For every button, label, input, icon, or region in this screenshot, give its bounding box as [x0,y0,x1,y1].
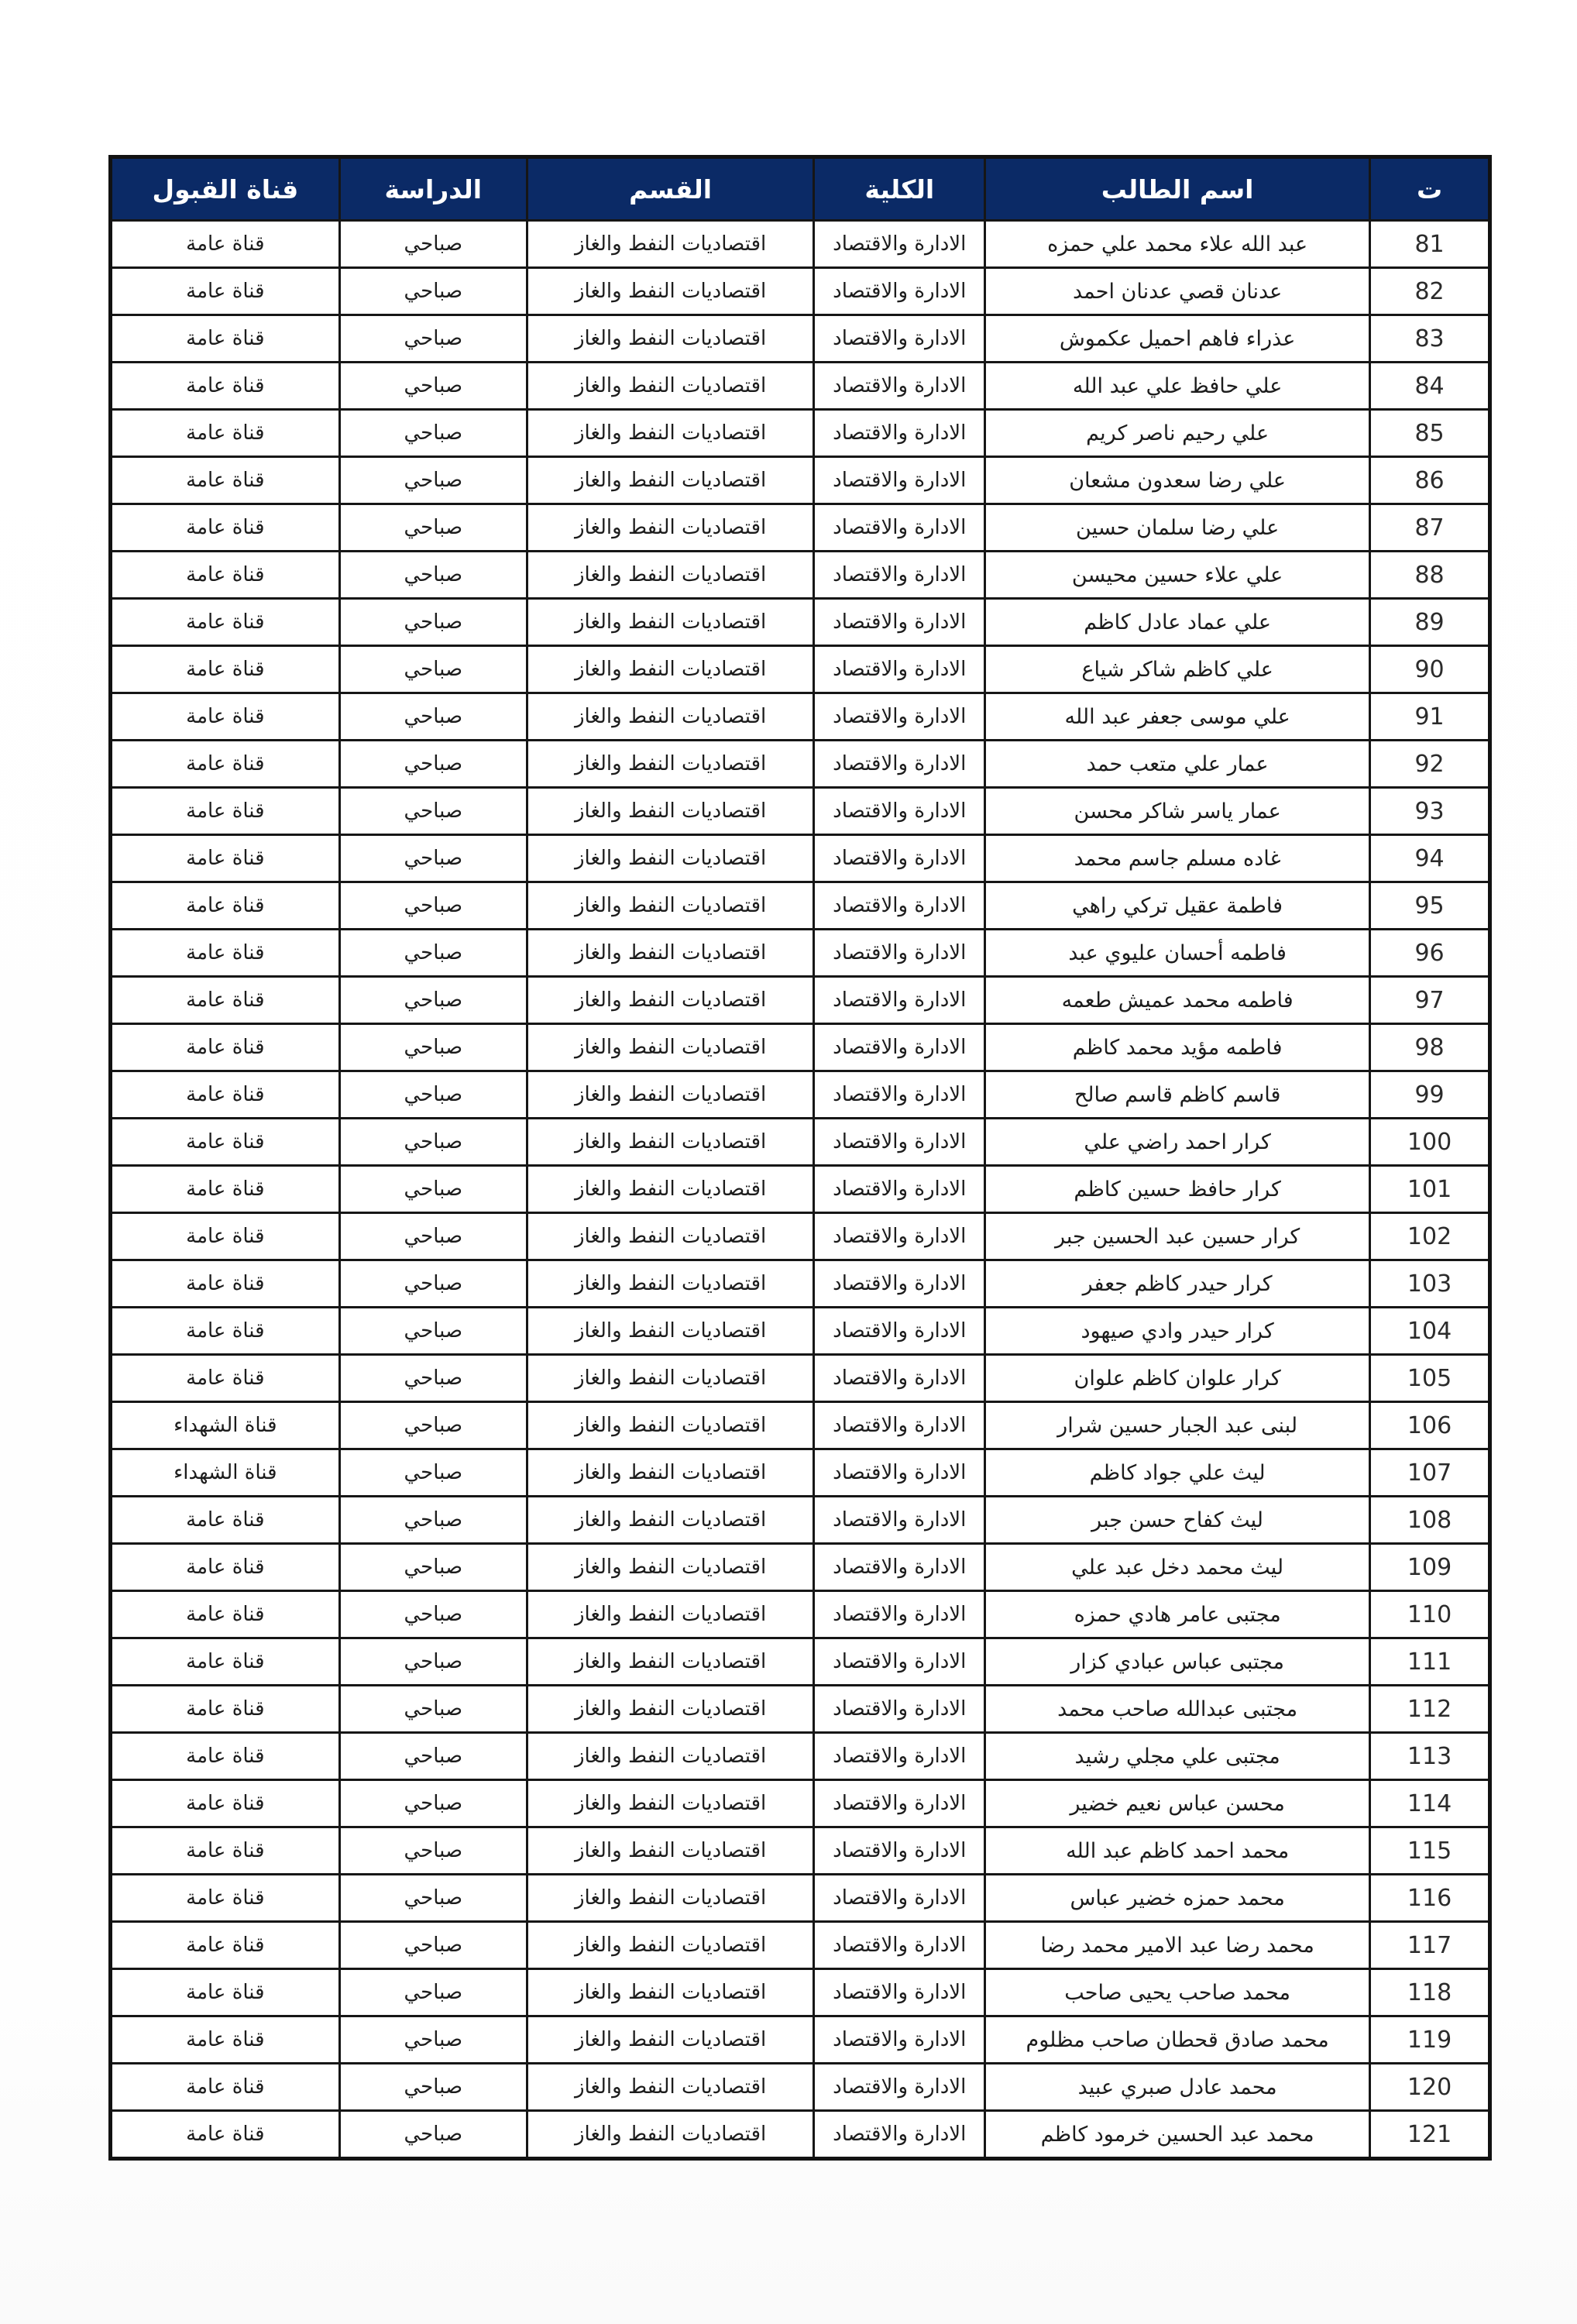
study-type-cell: صباحي [339,2064,527,2111]
table-row [111,788,1490,835]
student-name-cell: محسن عباس نعيم خضير [985,1780,1370,1827]
student-name-cell: ليث محمد دخل عبد علي [985,1544,1370,1591]
college-cell: الادارة والاقتصاد [814,1402,985,1449]
study-type-cell: صباحي [339,930,527,977]
serial-number-cell: 103 [1370,1260,1490,1308]
study-type-cell: صباحي [339,646,527,693]
table-row [111,741,1490,788]
student-name-cell: محمد صاحب يحيى صاحب [985,1969,1370,2016]
admission-channel-cell: قناة عامة [111,882,340,930]
serial-number-cell: 89 [1370,599,1490,646]
student-name-cell: غاده مسلم جاسم محمد [985,835,1370,882]
college-cell: الادارة والاقتصاد [814,221,985,268]
admission-channel-cell: قناة عامة [111,1024,340,1071]
admission-channel-cell: قناة عامة [111,835,340,882]
table-row [111,410,1490,457]
table-row [111,1922,1490,1969]
college-cell: الادارة والاقتصاد [814,930,985,977]
study-type-cell: صباحي [339,1497,527,1544]
college-cell: الادارة والاقتصاد [814,2111,985,2159]
admission-channel-cell: قناة الشهداء [111,1449,340,1497]
college-cell: الادارة والاقتصاد [814,741,985,788]
admission-channel-cell: قناة عامة [111,930,340,977]
study-type-cell: صباحي [339,1922,527,1969]
college-cell: الادارة والاقتصاد [814,599,985,646]
college-cell: الادارة والاقتصاد [814,1355,985,1402]
serial-number-cell: 109 [1370,1544,1490,1591]
college-cell: الادارة والاقتصاد [814,1780,985,1827]
admission-channel-cell: قناة عامة [111,1166,340,1213]
serial-number-cell: 90 [1370,646,1490,693]
student-name-cell: علي عماد عادل كاظم [985,599,1370,646]
admission-channel-cell: قناة عامة [111,1733,340,1780]
admission-channel-cell: قناة عامة [111,1780,340,1827]
student-name-cell: فاطمة عقيل تركي راهي [985,882,1370,930]
header-college: الكلية [814,157,985,221]
student-name-cell: عذراء فاهم احميل عكموش [985,315,1370,363]
department-cell: اقتصاديات النفط والغاز [527,1213,813,1260]
serial-number-cell: 113 [1370,1733,1490,1780]
admission-channel-cell: قناة عامة [111,977,340,1024]
study-type-cell: صباحي [339,1166,527,1213]
table-body [111,221,1490,2159]
table-row [111,2111,1490,2159]
study-type-cell: صباحي [339,410,527,457]
department-cell: اقتصاديات النفط والغاز [527,552,813,599]
college-cell: الادارة والاقتصاد [814,2064,985,2111]
student-name-cell: علي موسى جعفر عبد الله [985,693,1370,741]
serial-number-cell: 101 [1370,1166,1490,1213]
department-cell: اقتصاديات النفط والغاز [527,1780,813,1827]
study-type-cell: صباحي [339,1591,527,1638]
serial-number-cell: 118 [1370,1969,1490,2016]
student-name-cell: علي حافظ علي عبد الله [985,363,1370,410]
student-name-cell: فاطمه أحسان عليوي عبد [985,930,1370,977]
table-row [111,835,1490,882]
admission-channel-cell: قناة عامة [111,268,340,315]
department-cell: اقتصاديات النفط والغاز [527,363,813,410]
student-name-cell: علي كاظم شاكر شياع [985,646,1370,693]
college-cell: الادارة والاقتصاد [814,552,985,599]
department-cell: اقتصاديات النفط والغاز [527,1638,813,1686]
college-cell: الادارة والاقتصاد [814,1733,985,1780]
table-row [111,930,1490,977]
department-cell: اقتصاديات النفط والغاز [527,1497,813,1544]
header-admission-channel: قناة القبول [111,157,340,221]
table-row [111,2064,1490,2111]
department-cell: اقتصاديات النفط والغاز [527,268,813,315]
study-type-cell: صباحي [339,1213,527,1260]
admission-channel-cell: قناة عامة [111,1544,340,1591]
department-cell: اقتصاديات النفط والغاز [527,1119,813,1166]
student-name-cell: علي رضا سعدون مشعان [985,457,1370,504]
table-row [111,1497,1490,1544]
study-type-cell: صباحي [339,2111,527,2159]
department-cell: اقتصاديات النفط والغاز [527,504,813,552]
student-name-cell: محمد احمد كاظم عبد الله [985,1827,1370,1875]
department-cell: اقتصاديات النفط والغاز [527,1449,813,1497]
serial-number-cell: 95 [1370,882,1490,930]
study-type-cell: صباحي [339,1827,527,1875]
serial-number-cell: 104 [1370,1308,1490,1355]
college-cell: الادارة والاقتصاد [814,977,985,1024]
student-name-cell: مجتبى عامر هادي حمزه [985,1591,1370,1638]
student-name-cell: كرار حيدر وادي صيهود [985,1308,1370,1355]
admission-channel-cell: قناة عامة [111,1638,340,1686]
serial-number-cell: 110 [1370,1591,1490,1638]
student-name-cell: محمد صادق قحطان صاحب مظلوم [985,2016,1370,2064]
college-cell: الادارة والاقتصاد [814,1875,985,1922]
study-type-cell: صباحي [339,1544,527,1591]
admission-channel-cell: قناة عامة [111,693,340,741]
table-row [111,1686,1490,1733]
table-row [111,1402,1490,1449]
study-type-cell: صباحي [339,315,527,363]
table-row [111,1638,1490,1686]
student-name-cell: ليث علي جواد كاظم [985,1449,1370,1497]
study-type-cell: صباحي [339,268,527,315]
study-type-cell: صباحي [339,363,527,410]
department-cell: اقتصاديات النفط والغاز [527,1308,813,1355]
admission-channel-cell: قناة عامة [111,1591,340,1638]
serial-number-cell: 100 [1370,1119,1490,1166]
student-name-cell: علي رحيم ناصر كريم [985,410,1370,457]
college-cell: الادارة والاقتصاد [814,1166,985,1213]
department-cell: اقتصاديات النفط والغاز [527,1686,813,1733]
college-cell: الادارة والاقتصاد [814,268,985,315]
table-row [111,882,1490,930]
student-name-cell: علي رضا سلمان حسين [985,504,1370,552]
admission-channel-cell: قناة عامة [111,1827,340,1875]
serial-number-cell: 92 [1370,741,1490,788]
student-name-cell: كرار حسين عبد الحسين جبر [985,1213,1370,1260]
student-name-cell: علي علاء حسين محيسن [985,552,1370,599]
college-cell: الادارة والاقتصاد [814,457,985,504]
department-cell: اقتصاديات النفط والغاز [527,1355,813,1402]
study-type-cell: صباحي [339,882,527,930]
college-cell: الادارة والاقتصاد [814,835,985,882]
department-cell: اقتصاديات النفط والغاز [527,1260,813,1308]
admission-channel-cell: قناة عامة [111,2111,340,2159]
department-cell: اقتصاديات النفط والغاز [527,835,813,882]
study-type-cell: صباحي [339,1733,527,1780]
serial-number-cell: 84 [1370,363,1490,410]
table-row [111,1827,1490,1875]
department-cell: اقتصاديات النفط والغاز [527,1166,813,1213]
student-name-cell: ليث كفاح حسن جبر [985,1497,1370,1544]
study-type-cell: صباحي [339,741,527,788]
table-row [111,693,1490,741]
serial-number-cell: 93 [1370,788,1490,835]
serial-number-cell: 115 [1370,1827,1490,1875]
study-type-cell: صباحي [339,1308,527,1355]
admission-channel-cell: قناة عامة [111,1969,340,2016]
college-cell: الادارة والاقتصاد [814,1969,985,2016]
serial-number-cell: 102 [1370,1213,1490,1260]
serial-number-cell: 91 [1370,693,1490,741]
admission-channel-cell: قناة عامة [111,1213,340,1260]
table-row [111,1969,1490,2016]
department-cell: اقتصاديات النفط والغاز [527,2016,813,2064]
department-cell: اقتصاديات النفط والغاز [527,599,813,646]
serial-number-cell: 83 [1370,315,1490,363]
college-cell: الادارة والاقتصاد [814,1638,985,1686]
serial-number-cell: 114 [1370,1780,1490,1827]
table-row [111,268,1490,315]
admission-channel-cell: قناة عامة [111,1875,340,1922]
student-name-cell: قاسم كاظم قاسم صالح [985,1071,1370,1119]
student-name-cell: محمد حمزه خضير عباس [985,1875,1370,1922]
college-cell: الادارة والاقتصاد [814,1827,985,1875]
serial-number-cell: 108 [1370,1497,1490,1544]
serial-number-cell: 94 [1370,835,1490,882]
table-row [111,504,1490,552]
department-cell: اقتصاديات النفط والغاز [527,457,813,504]
serial-number-cell: 97 [1370,977,1490,1024]
study-type-cell: صباحي [339,599,527,646]
department-cell: اقتصاديات النفط والغاز [527,2064,813,2111]
college-cell: الادارة والاقتصاد [814,2016,985,2064]
admission-channel-cell: قناة عامة [111,1686,340,1733]
department-cell: اقتصاديات النفط والغاز [527,1591,813,1638]
department-cell: اقتصاديات النفط والغاز [527,930,813,977]
student-name-cell: عبد الله علاء محمد علي حمزه [985,221,1370,268]
table-row [111,1780,1490,1827]
college-cell: الادارة والاقتصاد [814,1119,985,1166]
college-cell: الادارة والاقتصاد [814,315,985,363]
admission-channel-cell: قناة عامة [111,1260,340,1308]
table-row [111,1308,1490,1355]
study-type-cell: صباحي [339,1780,527,1827]
department-cell: اقتصاديات النفط والغاز [527,1875,813,1922]
admission-channel-cell: قناة عامة [111,1922,340,1969]
department-cell: اقتصاديات النفط والغاز [527,788,813,835]
department-cell: اقتصاديات النفط والغاز [527,1827,813,1875]
department-cell: اقتصاديات النفط والغاز [527,2111,813,2159]
department-cell: اقتصاديات النفط والغاز [527,1544,813,1591]
table-row [111,1544,1490,1591]
serial-number-cell: 121 [1370,2111,1490,2159]
student-name-cell: فاطمه محمد عميش طعمه [985,977,1370,1024]
college-cell: الادارة والاقتصاد [814,1686,985,1733]
study-type-cell: صباحي [339,977,527,1024]
header-student-name: اسم الطالب [985,157,1370,221]
admission-channel-cell: قناة عامة [111,221,340,268]
table-header-row [111,157,1490,221]
department-cell: اقتصاديات النفط والغاز [527,221,813,268]
college-cell: الادارة والاقتصاد [814,504,985,552]
table-row [111,221,1490,268]
department-cell: اقتصاديات النفط والغاز [527,315,813,363]
table-row [111,1355,1490,1402]
header-department: القسم [527,157,813,221]
table-row [111,599,1490,646]
admission-channel-cell: قناة عامة [111,741,340,788]
department-cell: اقتصاديات النفط والغاز [527,1922,813,1969]
college-cell: الادارة والاقتصاد [814,1213,985,1260]
table-row [111,1166,1490,1213]
serial-number-cell: 106 [1370,1402,1490,1449]
serial-number-cell: 99 [1370,1071,1490,1119]
department-cell: اقتصاديات النفط والغاز [527,693,813,741]
admission-channel-cell: قناة عامة [111,363,340,410]
study-type-cell: صباحي [339,1638,527,1686]
table-row [111,1260,1490,1308]
study-type-cell: صباحي [339,1260,527,1308]
study-type-cell: صباحي [339,457,527,504]
admission-channel-cell: قناة الشهداء [111,1402,340,1449]
student-name-cell: مجتبى عبدالله صاحب محمد [985,1686,1370,1733]
department-cell: اقتصاديات النفط والغاز [527,741,813,788]
study-type-cell: صباحي [339,1071,527,1119]
study-type-cell: صباحي [339,1355,527,1402]
study-type-cell: صباحي [339,1875,527,1922]
student-name-cell: كرار علوان كاظم علوان [985,1355,1370,1402]
college-cell: الادارة والاقتصاد [814,646,985,693]
student-name-cell: كرار حيدر كاظم جعفر [985,1260,1370,1308]
study-type-cell: صباحي [339,1969,527,2016]
study-type-cell: صباحي [339,788,527,835]
table-row [111,646,1490,693]
table-row [111,977,1490,1024]
serial-number-cell: 87 [1370,504,1490,552]
header-serial-number: ت [1370,157,1490,221]
admission-channel-cell: قناة عامة [111,504,340,552]
serial-number-cell: 117 [1370,1922,1490,1969]
serial-number-cell: 86 [1370,457,1490,504]
study-type-cell: صباحي [339,1686,527,1733]
college-cell: الادارة والاقتصاد [814,1308,985,1355]
student-name-cell: لبنى عبد الجبار حسين شرار [985,1402,1370,1449]
serial-number-cell: 85 [1370,410,1490,457]
student-name-cell: عدنان قصي عدنان احمد [985,268,1370,315]
study-type-cell: صباحي [339,1402,527,1449]
department-cell: اقتصاديات النفط والغاز [527,1024,813,1071]
student-name-cell: فاطمه مؤيد محمد كاظم [985,1024,1370,1071]
department-cell: اقتصاديات النفط والغاز [527,1071,813,1119]
admission-channel-cell: قناة عامة [111,1355,340,1402]
serial-number-cell: 111 [1370,1638,1490,1686]
serial-number-cell: 96 [1370,930,1490,977]
college-cell: الادارة والاقتصاد [814,788,985,835]
serial-number-cell: 82 [1370,268,1490,315]
college-cell: الادارة والاقتصاد [814,363,985,410]
serial-number-cell: 98 [1370,1024,1490,1071]
student-name-cell: محمد عبد الحسين خرمود كاظم [985,2111,1370,2159]
serial-number-cell: 120 [1370,2064,1490,2111]
table-row [111,1119,1490,1166]
student-name-cell: محمد رضا عبد الامير محمد رضا [985,1922,1370,1969]
table-row [111,315,1490,363]
study-type-cell: صباحي [339,552,527,599]
table-row [111,1071,1490,1119]
table-row [111,1213,1490,1260]
college-cell: الادارة والاقتصاد [814,1024,985,1071]
student-name-cell: مجتبى عباس عبادي كزار [985,1638,1370,1686]
admission-channel-cell: قناة عامة [111,457,340,504]
college-cell: الادارة والاقتصاد [814,1591,985,1638]
serial-number-cell: 112 [1370,1686,1490,1733]
college-cell: الادارة والاقتصاد [814,1922,985,1969]
department-cell: اقتصاديات النفط والغاز [527,646,813,693]
college-cell: الادارة والاقتصاد [814,410,985,457]
admission-channel-cell: قناة عامة [111,788,340,835]
table-row [111,1449,1490,1497]
admission-channel-cell: قناة عامة [111,1119,340,1166]
department-cell: اقتصاديات النفط والغاز [527,1969,813,2016]
admission-channel-cell: قناة عامة [111,1497,340,1544]
college-cell: الادارة والاقتصاد [814,1449,985,1497]
admission-channel-cell: قناة عامة [111,552,340,599]
table-row [111,2016,1490,2064]
college-cell: الادارة والاقتصاد [814,1497,985,1544]
department-cell: اقتصاديات النفط والغاز [527,882,813,930]
study-type-cell: صباحي [339,2016,527,2064]
admission-channel-cell: قناة عامة [111,646,340,693]
department-cell: اقتصاديات النفط والغاز [527,410,813,457]
study-type-cell: صباحي [339,1119,527,1166]
serial-number-cell: 116 [1370,1875,1490,1922]
serial-number-cell: 107 [1370,1449,1490,1497]
table-row [111,1733,1490,1780]
serial-number-cell: 88 [1370,552,1490,599]
study-type-cell: صباحي [339,504,527,552]
student-name-cell: مجتبى علي مجلي رشيد [985,1733,1370,1780]
serial-number-cell: 105 [1370,1355,1490,1402]
department-cell: اقتصاديات النفط والغاز [527,977,813,1024]
study-type-cell: صباحي [339,835,527,882]
table-row [111,1591,1490,1638]
table-row [111,1024,1490,1071]
table-row [111,552,1490,599]
header-study-type: الدراسة [339,157,527,221]
study-type-cell: صباحي [339,1024,527,1071]
table-row [111,363,1490,410]
college-cell: الادارة والاقتصاد [814,1260,985,1308]
study-type-cell: صباحي [339,693,527,741]
department-cell: اقتصاديات النفط والغاز [527,1402,813,1449]
admission-channel-cell: قناة عامة [111,1071,340,1119]
college-cell: الادارة والاقتصاد [814,882,985,930]
student-name-cell: كرار احمد راضي علي [985,1119,1370,1166]
student-name-cell: عمار علي متعب حمد [985,741,1370,788]
serial-number-cell: 81 [1370,221,1490,268]
table-row [111,457,1490,504]
college-cell: الادارة والاقتصاد [814,1544,985,1591]
department-cell: اقتصاديات النفط والغاز [527,1733,813,1780]
admission-channel-cell: قناة عامة [111,410,340,457]
admission-channel-cell: قناة عامة [111,1308,340,1355]
student-name-cell: محمد عادل صبري عبيد [985,2064,1370,2111]
college-cell: الادارة والاقتصاد [814,1071,985,1119]
serial-number-cell: 119 [1370,2016,1490,2064]
college-cell: الادارة والاقتصاد [814,693,985,741]
student-name-cell: كرار حافظ حسين كاظم [985,1166,1370,1213]
admission-channel-cell: قناة عامة [111,599,340,646]
admission-channel-cell: قناة عامة [111,315,340,363]
student-admissions-table [108,155,1492,2161]
admission-channel-cell: قناة عامة [111,2016,340,2064]
study-type-cell: صباحي [339,221,527,268]
table-row [111,1875,1490,1922]
student-name-cell: عمار ياسر شاكر محسن [985,788,1370,835]
admission-channel-cell: قناة عامة [111,2064,340,2111]
study-type-cell: صباحي [339,1449,527,1497]
